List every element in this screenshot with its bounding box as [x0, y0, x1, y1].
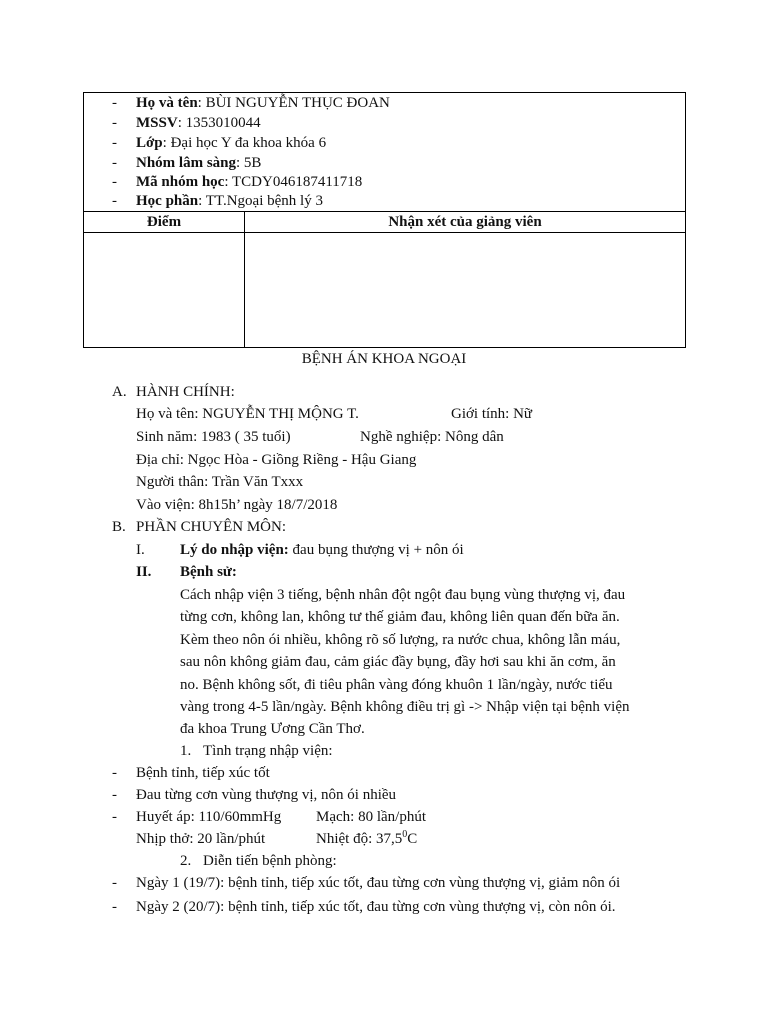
grading-header-row: [84, 211, 685, 233]
info-label: Họ và tên: [136, 95, 198, 111]
info-row-group-code: [84, 172, 685, 192]
comment-header: Nhận xét của giảng viên: [388, 214, 542, 230]
temperature-degree: 0: [402, 829, 408, 840]
reason-line: [180, 539, 464, 561]
info-row-clinical-group: [84, 153, 685, 173]
section-b-heading: PHẦN CHUYÊN MÔN:: [136, 519, 287, 535]
info-value: : 5B: [236, 155, 262, 171]
info-value: : TCDY046187411718: [224, 174, 363, 190]
history-line: từng cơn, không lan, không tư thế giảm đau, không liên quan đến bữa ăn.: [180, 609, 620, 625]
reason-label: Lý do nhập viện:: [180, 542, 289, 558]
history-line: vàng trong 4-5 lần/ngày. Bệnh không điều trị gì -> Nhập viện tại bệnh viện: [180, 699, 630, 715]
history-line: Kèm theo nôn ói nhiều, không rõ số lượng, ra nước chua, không lẫn máu,: [180, 632, 621, 648]
status-item: Bệnh tỉnh, tiếp xúc tốt: [136, 765, 270, 781]
bullet-dash: -: [112, 193, 117, 209]
progress-item: Ngày 1 (19/7): bệnh tỉnh, tiếp xúc tốt, đau từng cơn vùng thượng vị, giảm nôn ói: [136, 875, 621, 891]
progress-item: Ngày 2 (20/7): bệnh tỉnh, tiếp xúc tốt, đau từng cơn vùng thượng vị, còn nôn ói.: [136, 899, 616, 915]
patient-gender: Giới tính: Nữ: [451, 406, 533, 422]
info-row-course: [84, 191, 685, 211]
bullet-dash: -: [112, 155, 117, 171]
progress-marker: 2.: [180, 853, 192, 869]
temperature-unit: C: [407, 831, 418, 847]
info-label: Mã nhóm học: [136, 174, 225, 190]
patient-address: Địa chỉ: Ngọc Hòa - Giồng Riềng - Hậu Giang: [136, 452, 417, 468]
student-info-table: [83, 92, 686, 348]
temperature: [316, 828, 417, 850]
status-heading: Tình trạng nhập viện:: [203, 743, 333, 759]
section-a-heading: HÀNH CHÍNH:: [136, 384, 235, 400]
history-line: no. Bệnh không sốt, đi tiêu phân vàng đóng khuôn 1 lần/ngày, nước tiểu: [180, 677, 613, 693]
section-b-marker: B.: [112, 519, 126, 535]
info-value: : TT.Ngoại bệnh lý 3: [198, 193, 323, 209]
info-label: Nhóm lâm sàng: [136, 155, 237, 171]
blood-pressure: Huyết áp: 110/60mmHg: [136, 809, 282, 825]
student-info-block: [84, 93, 685, 212]
info-row-mssv: [84, 113, 685, 133]
bullet-dash: -: [112, 899, 117, 915]
history-marker: II.: [136, 564, 152, 580]
history-label: Bệnh sử:: [180, 564, 237, 580]
patient-birth-year: Sinh năm: 1983 ( 35 tuổi): [136, 429, 291, 445]
history-line: Cách nhập viện 3 tiếng, bệnh nhân đột ngột đau bụng vùng thượng vị, đau: [180, 587, 626, 603]
page-title: BỆNH ÁN KHOA NGOẠI: [301, 351, 467, 367]
respiratory-rate: Nhịp thở: 20 lần/phút: [136, 831, 266, 847]
bullet-dash: -: [112, 95, 117, 111]
score-header: Điểm: [146, 214, 182, 230]
patient-occupation: Nghề nghiệp: Nông dân: [360, 429, 504, 445]
bullet-dash: -: [112, 115, 117, 131]
reason-marker: I.: [136, 542, 145, 558]
info-row-name: [84, 93, 685, 113]
status-marker: 1.: [180, 743, 192, 759]
info-row-class: [84, 133, 685, 153]
pulse: Mạch: 80 lần/phút: [316, 809, 426, 825]
progress-heading: Diễn tiến bệnh phòng:: [203, 853, 337, 869]
bullet-dash: -: [112, 875, 117, 891]
info-label: MSSV: [136, 115, 178, 131]
bullet-dash: -: [112, 809, 117, 825]
history-line: sau nôn không giảm đau, cảm giác đầy bụng, đầy hơi sau khi ăn cơm, ăn: [180, 654, 616, 670]
info-value: : 1353010044: [177, 115, 261, 131]
bullet-dash: -: [112, 787, 117, 803]
column-divider: [244, 211, 245, 348]
temperature-value: Nhiệt độ: 37,5: [316, 831, 403, 847]
info-value: : Đại học Y đa khoa khóa 6: [162, 135, 327, 151]
patient-relative: Người thân: Trần Văn Txxx: [136, 474, 304, 490]
bullet-dash: -: [112, 765, 117, 781]
history-line: đa khoa Trung Ương Cần Thơ.: [180, 721, 365, 737]
patient-name: Họ và tên: NGUYỄN THỊ MỘNG T.: [136, 406, 359, 422]
section-a-marker: A.: [112, 384, 127, 400]
status-item: Đau từng cơn vùng thượng vị, nôn ói nhiều: [136, 787, 397, 803]
info-label: Học phần: [136, 193, 199, 209]
info-value: : BÙI NGUYỄN THỤC ĐOAN: [197, 95, 390, 111]
bullet-dash: -: [112, 174, 117, 190]
bullet-dash: -: [112, 135, 117, 151]
info-label: Lớp: [136, 135, 163, 151]
reason-text: đau bụng thượng vị + nôn ói: [288, 542, 464, 558]
admission-time: Vào viện: 8h15h’ ngày 18/7/2018: [136, 497, 338, 513]
